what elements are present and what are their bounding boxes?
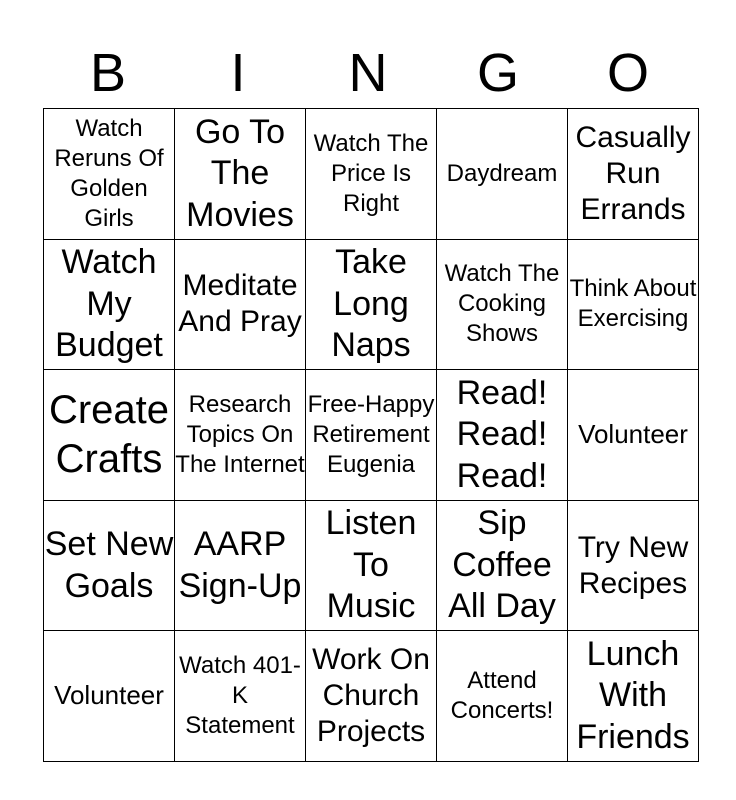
grid-row <box>44 239 699 370</box>
bingo-cell: Think About Exercising <box>568 239 699 370</box>
header-letter-g: G <box>476 43 519 103</box>
grid-row <box>44 500 699 631</box>
bingo-cell: Watch My Budget <box>44 239 175 370</box>
header-letter-b: B <box>89 43 127 103</box>
bingo-cell: Read! Read! Read! <box>437 370 568 501</box>
grid-row <box>44 631 699 762</box>
bingo-cell: Listen To Music <box>306 500 437 631</box>
bingo-cell: Watch The Cooking Shows <box>437 239 568 370</box>
bingo-cell: Create Crafts <box>44 370 175 501</box>
bingo-cell: Take Long Naps <box>306 239 437 370</box>
bingo-cell: Volunteer <box>44 631 175 762</box>
grid-row <box>44 370 699 501</box>
bingo-cell: Work On Church Projects <box>306 631 437 762</box>
bingo-cell: Free-Happy Retirement Eugenia <box>306 370 437 501</box>
bingo-grid <box>43 108 699 762</box>
bingo-cell: Try New Recipes <box>568 500 699 631</box>
bingo-cell: Set New Goals <box>44 500 175 631</box>
bingo-cell: Attend Concerts! <box>437 631 568 762</box>
grid-row <box>44 109 699 240</box>
header-letter-o: O <box>606 43 649 103</box>
header-letter-n: N <box>348 43 388 103</box>
bingo-cell: Watch 401-K Statement <box>175 631 306 762</box>
bingo-cell: Meditate And Pray <box>175 239 306 370</box>
bingo-cell: AARP Sign-Up <box>175 500 306 631</box>
bingo-cell: Watch Reruns Of Golden Girls <box>44 109 175 240</box>
bingo-cell: Daydream <box>437 109 568 240</box>
bingo-cell: Go To The Movies <box>175 109 306 240</box>
bingo-cell: Volunteer <box>568 370 699 501</box>
bingo-cell: Sip Coffee All Day <box>437 500 568 631</box>
header-letter-i: I <box>230 43 246 103</box>
bingo-header <box>43 38 693 108</box>
bingo-cell: Research Topics On The Internet <box>175 370 306 501</box>
bingo-cell: Lunch With Friends <box>568 631 699 762</box>
bingo-cell: Watch The Price Is Right <box>306 109 437 240</box>
bingo-cell: Casually Run Errands <box>568 109 699 240</box>
